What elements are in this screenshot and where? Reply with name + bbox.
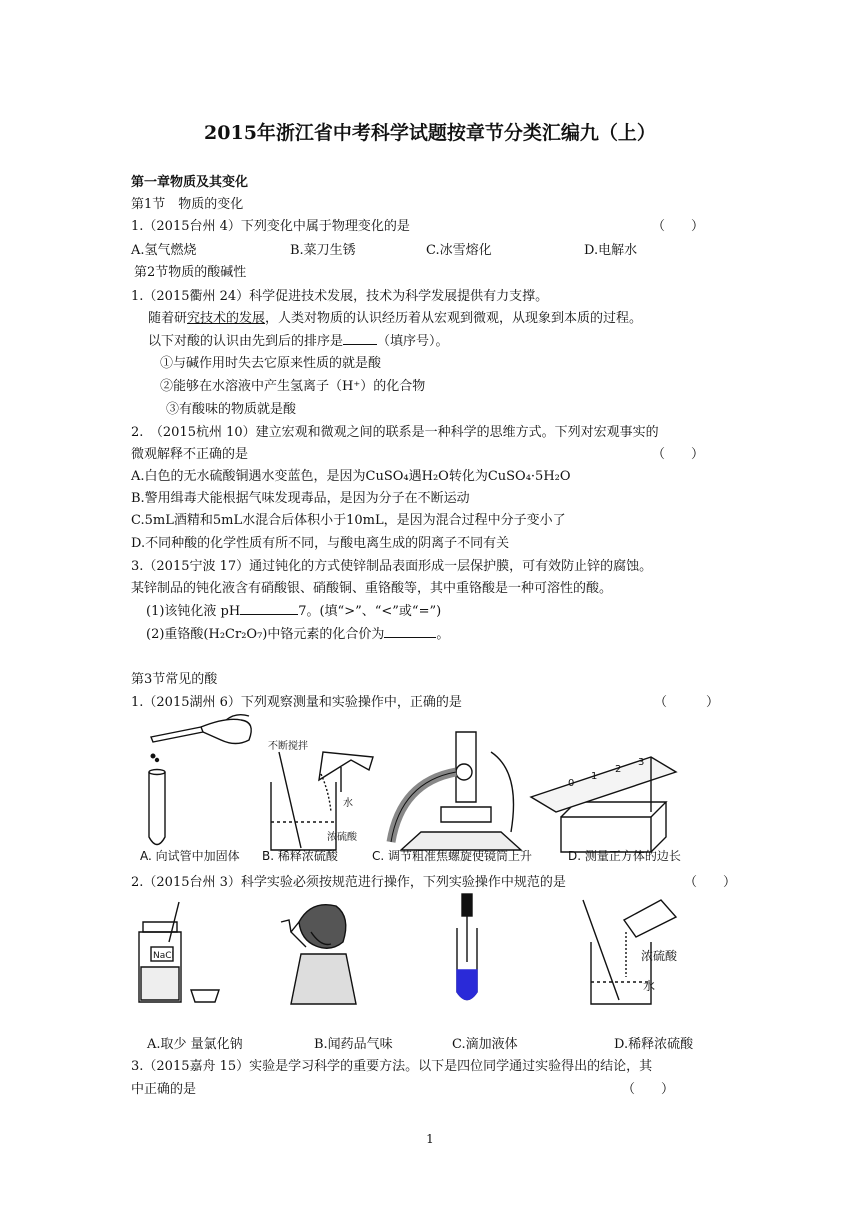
section-heading: 第2节物质的酸碱性 <box>134 265 247 280</box>
option-c: C.冰雪熔化 <box>426 243 492 258</box>
page-number: 1 <box>426 1132 434 1146</box>
answer-paren: （ ） <box>684 875 737 890</box>
figure-caption: B. 稀释浓硫酸 <box>262 849 338 863</box>
sub-question: (2)重铬酸(H₂Cr₂O₇)中铬元素的化合价为 。 <box>146 627 450 642</box>
chapter-heading: 第一章物质及其变化 <box>131 175 249 190</box>
question-stem: 3.（2015嘉舟 15）实验是学习科学的重要方法。以下是四位同学通过实验得出的结论，其 <box>131 1059 653 1074</box>
water-label: 水 <box>343 798 353 809</box>
answer-paren: （ ） <box>654 695 720 710</box>
child-smelling-figure <box>281 905 356 1004</box>
option-b: B.警用缉毒犬能根据气味发现毒品，是因为分子在不断运动 <box>131 491 470 506</box>
ruler-tick: 3 <box>638 757 645 768</box>
answer-blank <box>343 332 377 345</box>
test-tube-solid-figure <box>149 715 251 845</box>
acid-label: 浓硫酸 <box>327 832 357 843</box>
question-stem: 3.（2015宁波 17）通过钝化的方式使锌制品表面形成一层保护膜，可有效防止锌的腐蚀。 <box>131 559 653 574</box>
lab-figure-taizhou <box>131 892 691 1012</box>
figure-caption: A. 向试管中加固体 <box>140 849 240 863</box>
question-stem: 微观解释不正确的是 <box>131 447 249 462</box>
answer-paren: （ ） <box>652 219 705 234</box>
water-label: 水 <box>643 979 656 993</box>
cube-ruler-figure <box>531 757 676 852</box>
answer-blank <box>240 602 298 615</box>
document-title: 2015年浙江省中考科学试题按章节分类汇编九（上） <box>204 122 656 144</box>
microscope-figure <box>391 732 521 850</box>
figure-caption: D. 测量正方体的边长 <box>568 849 681 863</box>
option-a: A.取少 量氯化钠 <box>147 1037 243 1052</box>
question-stem: 1.（2015衢州 24）科学促进技术发展，技术为科学发展提供有力支撑。 <box>131 289 549 304</box>
question-stem: 2. （2015杭州 10）建立宏观和微观之间的联系是一种科学的思维方式。下列对宏观事实的 <box>131 425 659 440</box>
acid-label: 浓硫酸 <box>641 949 678 963</box>
option-c: C.5mL酒精和5mL水混合后体积小于10mL，是因为混合过程中分子变小了 <box>131 513 566 528</box>
option-a: A.氢气燃烧 <box>131 243 197 258</box>
figure-caption: C. 调节粗准焦螺旋使镜筒上升 <box>372 849 533 863</box>
answer-blank <box>384 625 436 638</box>
beaker-dilution-figure <box>271 752 373 850</box>
option-a: A.白色的无水硫酸铜遇水变蓝色，是因为CuSO₄遇H₂O转化为CuSO₄·5H₂O <box>131 469 571 484</box>
stir-label: 不断搅拌 <box>268 741 308 752</box>
nacl-jar-figure <box>139 902 219 1002</box>
dropper-tube-figure <box>457 894 477 1000</box>
option-b: B.菜刀生锈 <box>290 243 356 258</box>
question-text: 以下对酸的认识由先到后的排序是 （填序号）。 <box>148 334 449 349</box>
section-heading: 第3节常见的酸 <box>131 672 218 687</box>
nacl-label: NaCl <box>153 951 175 961</box>
ruler-tick: 2 <box>615 764 622 775</box>
option-d: D.稀释浓硫酸 <box>614 1037 694 1052</box>
list-item: ②能够在水溶液中产生氢离子（H⁺）的化合物 <box>160 379 426 394</box>
sub-question: (1)该钝化液 pH 7。(填“>”、“<”或“=”) <box>146 604 442 619</box>
option-d: D.不同种酸的化学性质有所不同，与酸电离生成的阴离子不同有关 <box>131 536 510 551</box>
question-stem: 1.（2015台州 4）下列变化中属于物理变化的是 <box>131 219 410 234</box>
option-c: C.滴加液体 <box>452 1037 518 1052</box>
question-text: 随着研究技术的发展，人类对物质的认识经历着从宏观到微观，从现象到本质的过程。 <box>148 311 643 326</box>
answer-paren: （ ） <box>622 1082 675 1097</box>
list-item: ①与碱作用时失去它原来性质的就是酸 <box>160 356 382 371</box>
option-d: D.电解水 <box>584 243 638 258</box>
ruler-tick: 1 <box>591 771 598 782</box>
option-b: B.闻药品气味 <box>314 1037 393 1052</box>
question-stem: 2.（2015台州 3）科学实验必须按规范进行操作，下列实验操作中规范的是 <box>131 875 566 890</box>
answer-paren: （ ） <box>652 447 705 462</box>
list-item: ③有酸味的物质就是酸 <box>166 402 297 417</box>
lab-figure-huzhou <box>131 712 691 862</box>
question-stem: 1.（2015湖州 6）下列观察测量和实验操作中，正确的是 <box>131 695 462 710</box>
ruler-tick: 0 <box>568 778 575 789</box>
question-stem: 某锌制品的钝化液含有硝酸银、硝酸铜、重铬酸等，其中重铬酸是一种可溶性的酸。 <box>131 581 613 596</box>
question-stem: 中正确的是 <box>131 1082 197 1097</box>
section-heading: 第1节 物质的变化 <box>131 197 244 212</box>
